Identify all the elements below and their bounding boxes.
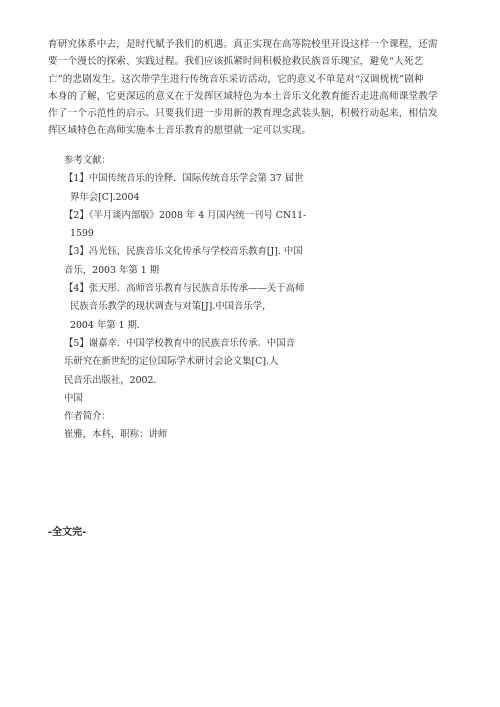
reference-line: 民族音乐教学的现状调查与对策[J].中国音乐学， [70,301,272,313]
reference-line: 【4】张天彤．高师音乐教育与民族音乐传承——关于高师 [64,283,305,295]
end-mark: -全文完- [48,527,87,538]
reference-line: 中国 [64,392,83,404]
reference-line: 【5】谢嘉幸．中国学校教育中的民族音乐传承．中国音 [64,337,295,349]
references-heading: 参考文献： [64,155,111,166]
body-line: 亡”的悲剧发生。这次带学生进行传统音乐采访活动，它的意义不单是对“汉调桄桄”剧种 [48,73,424,85]
reference-line: 【3】冯光钰，民族音乐文化传承与学校音乐教育[J]. 中国 [64,246,303,258]
body-line: 挥区域特色在高师实施本土音乐教育的愿望就一定可以实现。 [48,125,312,137]
references-section [64,152,394,445]
author-intro-heading: 作者简介： [64,411,111,423]
reference-line: 【2】《半月谈内部版》2008 年 4 月国内统一刊号 CN11- [64,209,307,221]
body-line: 育研究体系中去，是时代赋予我们的机遇。真正实现在高等院校里开设这样一个课程，还需 [48,39,438,50]
reference-line: 民音乐出版社，2002． [64,374,163,386]
reference-line: 音乐，2003 年第 1 期 [64,264,160,276]
reference-line: 乐研究在新世纪的定位国际学术研讨会论文集[C].人 [64,356,279,368]
reference-line: 界年会[C].2004 [70,191,140,203]
author-intro: 崔雅，本科，职称：讲师 [64,429,168,441]
body-line: 作了一个示范性的启示。只要我们进一步用新的教育理念武装头脑，积极行动起来，相信发 [48,108,438,120]
body-paragraph [48,36,458,140]
reference-line: 2004 年第 1 期． [70,319,147,331]
body-line: 要一个漫长的探索、实践过程。我们应该抓紧时间积极抢救民族音乐瑰宝，避免“人死艺 [48,56,424,68]
reference-line: 1599 [70,228,94,240]
reference-line: 【1】中国传统音乐的诠释．国际传统音乐学会第 37 届世 [64,173,304,185]
body-line: 本身的了解，它更深远的意义在于发挥区域特色为本土音乐文化教育能否走进高师课堂教学 [48,90,438,102]
